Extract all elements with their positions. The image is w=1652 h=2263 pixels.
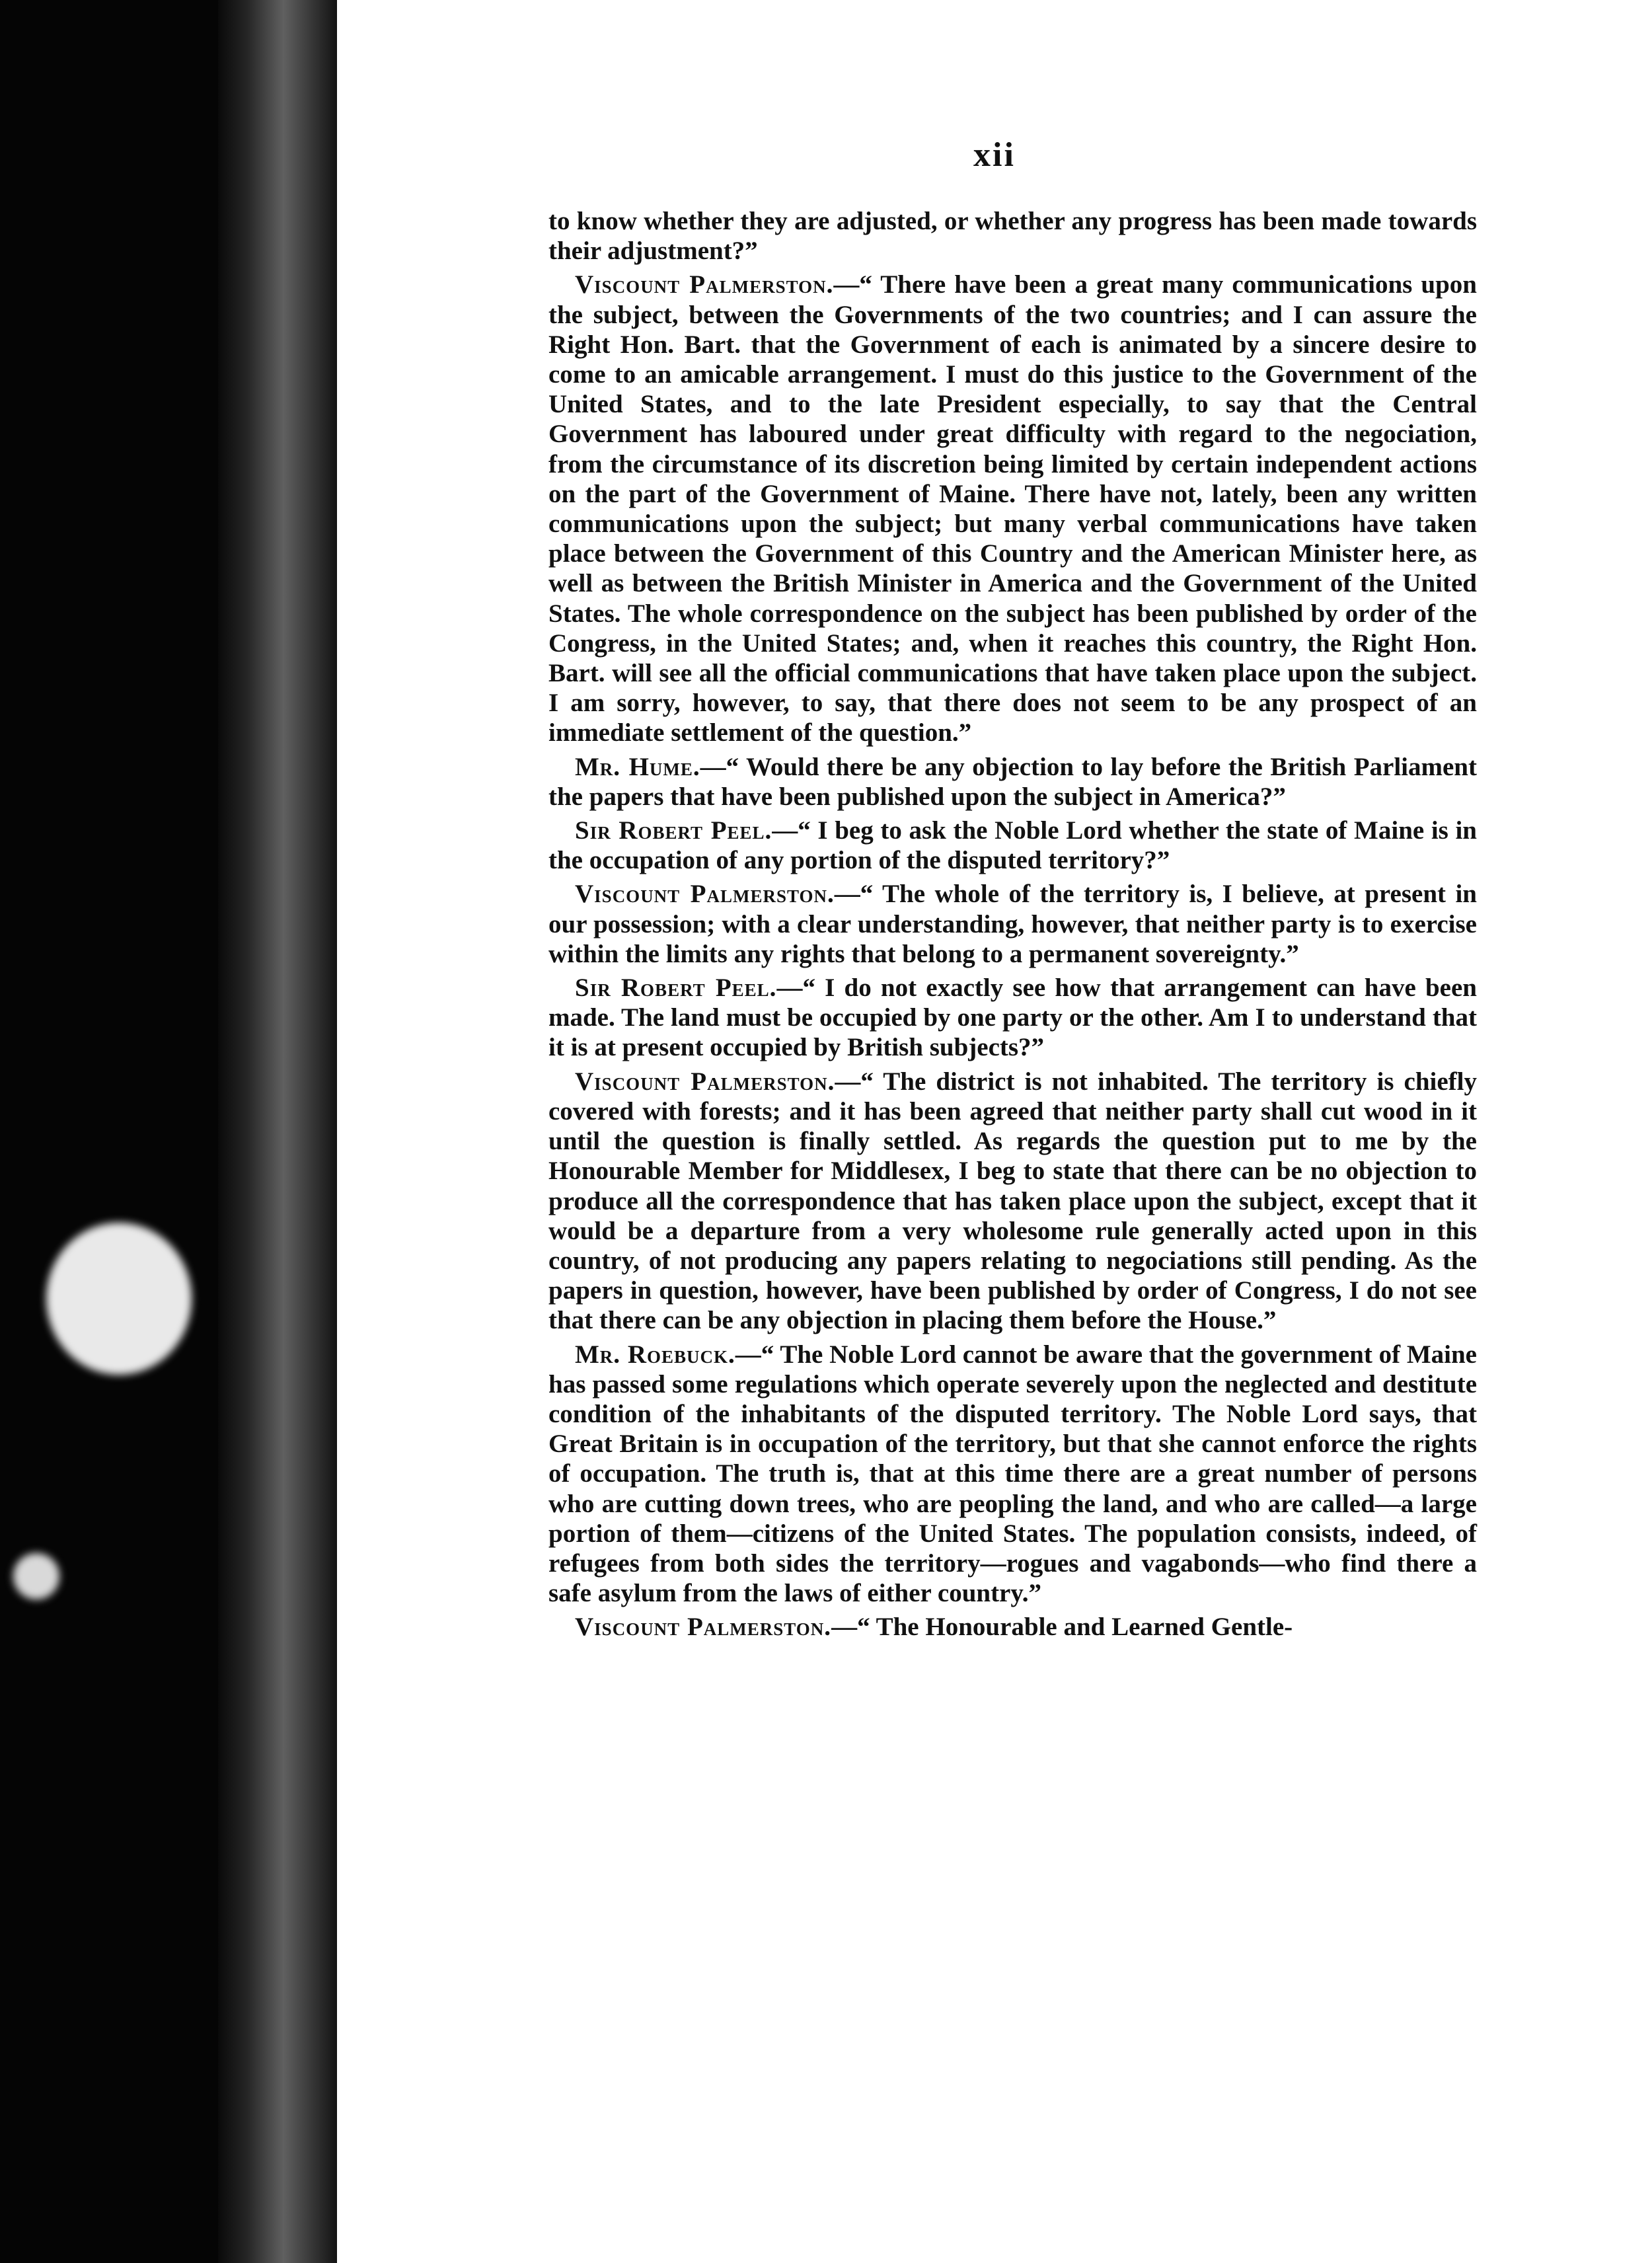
paragraph-text: —“ There have been a great many communications upon the subject, between the Governments of the two countries; and I can assure the Right Hon. Bart. that the Government of each is animated by a sincere desire to come to an amicable arrangement. I must do this justice to the Government of the United States, and to the late President especially, to say that the Central Government has laboured under great difficulty with regard to the negociation, from the circumstance of its discretion being limited by certain independent actions on the part of the Government of Maine. There have not, lately, been any written communications upon the subject; but many verbal communications have taken place between the Government of this Country and the American Minister here, as well as between the British Minister in America and the Government of the United States. The whole correspondence on the subject has been published by order of the Congress, in the United States; and, when it reaches this country, the Right Hon. Bart. will see all the official communications that have taken place upon the subject. I am sorry, however, to say, that there does not seem to be any prospect of an immediate settlement of the question.” xyxy=(548,270,1478,748)
paragraph xyxy=(548,1612,1477,1642)
paragraph-text: —“ I do not exactly see how that arrangement can have been made. The land must be occupied by one party or the other. Am I to understand that it is at present occupied by British subjects?” xyxy=(548,974,1477,1062)
paragraph-text: —“ Would there be any objection to lay before the British Parliament the papers that have been published upon the subject in America?” xyxy=(548,752,1477,811)
speaker-name: Sir Robert Peel. xyxy=(575,974,777,1003)
paragraph xyxy=(548,973,1477,1063)
book-page xyxy=(337,0,1652,2263)
paragraph-text: —“ The district is not inhabited. The territory is chiefly covered with forests; and it has been agreed that neither party shall cut wood in it until the question is finally settled. As regards the question put to me by the Honourable Member for Middlesex, I beg to state that there can be no objection to produce all the correspondence that has taken place upon the subject, except that it would be a departure from a very wholesome rule generally acted upon in this country, of not producing any papers relating to negociations still pending. As the papers in question, however, have been published by order of Congress, I do not see that there can be any objection in placing them before the House.” xyxy=(548,1067,1477,1335)
speaker-name: Viscount Palmerston. xyxy=(575,1067,835,1096)
page-text xyxy=(548,206,1477,1646)
paragraph-text: —“ The whole of the territory is, I believe, at present in our possession; with a clear understanding, however, that neither party is to exercise within the limits any rights that belong to a permanent sovereignty.” xyxy=(548,880,1477,968)
speaker-name: Mr. Roebuck. xyxy=(575,1340,735,1369)
scan-blemish xyxy=(13,1553,59,1599)
scan-blemish xyxy=(46,1223,192,1375)
paragraph xyxy=(548,1067,1477,1336)
paragraph xyxy=(548,879,1477,969)
speaker-name: Viscount Palmerston. xyxy=(575,1613,832,1642)
paragraph xyxy=(548,270,1477,748)
paragraph xyxy=(548,752,1477,812)
paragraph-text: —“ The Honourable and Learned Gentle- xyxy=(831,1613,1293,1642)
speaker-name: Viscount Palmerston. xyxy=(575,880,835,909)
paragraph xyxy=(548,816,1477,875)
page-number: xii xyxy=(973,136,1016,174)
paragraph xyxy=(548,206,1477,266)
speaker-name: Viscount Palmerston. xyxy=(575,270,834,299)
speaker-name: Sir Robert Peel. xyxy=(575,816,772,845)
paragraph-text: —“ The Noble Lord cannot be aware that the government of Maine has passed some regulations which operate severely upon the neglected and destitute condition of the inhabitants of the disputed territory. The Noble Lord says, that Great Britain is in occupation of the territory, but that she cannot enforce the rights of occupation. The truth is, that at this time there are a great number of persons who are cutting down trees, who are peopling the land, and who are called—a large portion of them—citizens of the United States. The population consists, indeed, of refugees from both sides the territory—rogues and vagabonds—who find there a safe asylum from the laws of either country.” xyxy=(548,1340,1477,1608)
page-spine-edge xyxy=(218,0,337,2263)
paragraph-text: to know whether they are adjusted, or whether any progress has been made towards their adjustment?” xyxy=(548,207,1477,266)
paragraph xyxy=(548,1340,1477,1609)
paragraph-text: —“ I beg to ask the Noble Lord whether the state of Maine is in the occupation of any portion of the disputed territory?” xyxy=(548,816,1477,875)
speaker-name: Mr. Hume. xyxy=(575,752,700,781)
